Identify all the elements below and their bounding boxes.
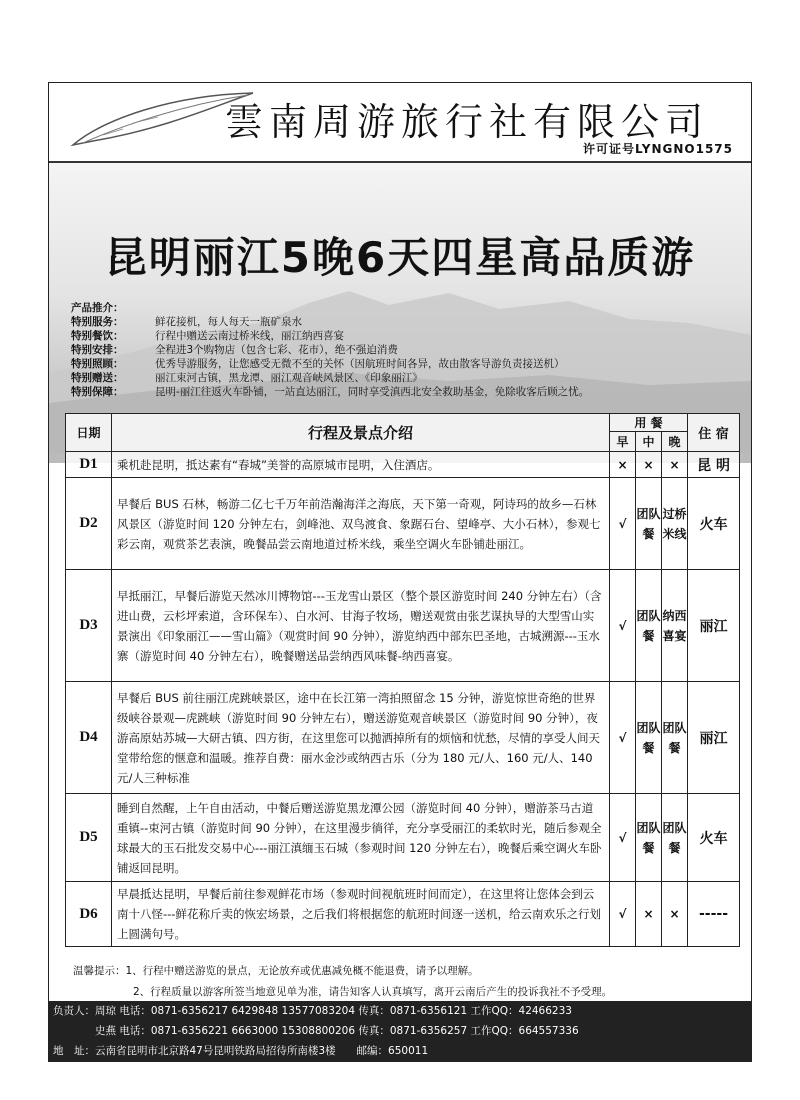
col-stay-header: 住 宿 (688, 414, 740, 452)
intro-item: 特别赠送： 丽江束河古镇，黑龙潭、丽江观音峡风景区、《印象丽江》 (71, 372, 423, 384)
col-itinerary-header: 行程及景点介绍 (112, 414, 610, 452)
license-number: 许可证号LYNGNO1575 (582, 142, 733, 156)
contact-footer (49, 1001, 751, 1061)
intro-item: 特别安排： 全程进3个购物店（包含七彩、花市），绝不强迫消费 (71, 344, 398, 356)
col-dinner-header: 晚 (662, 432, 688, 452)
col-date-header: 日期 (66, 414, 112, 452)
note-line: 温馨提示：1、行程中赠送游览的景点，无论放弃或优惠减免概不能退费，请予以理解。 (73, 965, 479, 977)
itinerary-table (65, 413, 740, 947)
col-meals-header: 用 餐 (610, 414, 688, 432)
intro-item: 特别保障： 昆明-丽江往返火车卧铺，一站直达丽江，同时享受滇西北安全救助基金，免除收客后顾之忧。 (71, 386, 590, 398)
table-row: D3 早抵丽江，早餐后游览天然冰川博物馆---玉龙雪山景区（整个景区游览时间 240 分钟左右）（含进山费，云杉坪索道，含环保车）、白水河、甘海子牧场，赠送观赏由张艺谋执导的大型雪山实景演出《印象丽江——雪山篇》（观赏时间 90 分钟），游览纳西中部东巴圣地，古城溯源---玉水寨（游览时间 40 分钟左右），晚餐赠送品尝纳西风味餐-纳西喜宴。 √ 团队餐 纳西喜宴 丽江 (66, 570, 740, 682)
contact-line-1: 负责人：周琼 电话：0871-6356217 6429848 13577083204 传真：0871-6356121 工作QQ：42466233 (53, 1005, 572, 1017)
table-row: D2 早餐后 BUS 石林，畅游二亿七千万年前浩瀚海洋之海底，天下第一奇观，阿诗玛的故乡—石林风景区（游览时间 120 分钟左右，剑峰池、双鸟渡食、象踞石台、望峰亭、大小石林），参观七彩云南，观赏茶艺表演，晚餐品尝云南地道过桥米线，乘坐空调火车卧铺赴丽江。 √ 团队餐 过桥米线 火车 (66, 478, 740, 570)
table-row: D6 早晨抵达昆明，早餐后前往参观鲜花市场（参观时间视航班时间而定），在这里将让您体会到云南十八怪---鲜花称斤卖的恢宏场景，之后我们将根据您的航班时间逐一送机，给云南欢乐之行划上圆满句号。 √ × × ----- (66, 882, 740, 947)
intro-title: 产品推介： (71, 302, 124, 314)
reminder-notes (73, 961, 743, 1003)
intro-item: 特别服务： 鲜花接机，每人每天一瓶矿泉水 (71, 316, 302, 328)
table-row: D4 早餐后 BUS 前往丽江虎跳峡景区，途中在长江第一湾拍照留念 15 分钟，游览惊世奇绝的世界级峡谷景观—虎跳峡（游览时间 90 分钟左右），赠送游览观音峡景区（游览时间 90 分钟），夜游高原姑苏城—大研古镇、四方街，在这里您可以抛洒掉所有的烦恼和忧愁，尽情的享受人间天堂带给您的惬意和温暖。推荐自费：丽水金沙或纳西古乐（分为 180 元/人、160 元/人、140 元/人三种标准 √ 团队餐 团队餐 丽江 (66, 682, 740, 794)
table-row: D5 睡到自然醒，上午自由活动，中餐后赠送游览黑龙潭公园（游览时间 40 分钟），赠游茶马古道重镇--束河古镇（游览时间 90 分钟），在这里漫步徜徉，充分享受丽江的柔软时光，随后参观全球最大的玉石批发交易中心---丽江滇缅玉石城（参观时间 120 分钟左右），晚餐后乘空调火车卧铺返回昆明。 √ 团队餐 团队餐 火车 (66, 794, 740, 882)
tour-title: 昆明丽江5晚6天四星高品质游 (104, 233, 696, 282)
address-line: 地 址：云南省昆明市北京路47号昆明铁路局招待所南楼3楼 邮编：650011 (53, 1045, 429, 1057)
contact-line-2: 史燕 电话：0871-6356221 6663000 15308800206 传真：0871-6356257 工作QQ：664557336 (95, 1025, 579, 1037)
table-row: D1 乘机赴昆明，抵达素有“春城”美誉的高原城市昆明，入住酒店。 × × × 昆 明 (66, 452, 740, 478)
product-intro (71, 301, 741, 399)
flyer (48, 82, 752, 1062)
company-name: 雲南周游旅行社有限公司 (225, 100, 710, 144)
intro-title-row (71, 301, 741, 315)
col-lunch-header: 中 (636, 432, 662, 452)
intro-item: 特别照顾： 优秀导游服务，让您感受无微不至的关怀（因航班时间各异，故由散客导游负责接送机） (71, 358, 565, 370)
note-line: 2、行程质量以游客所签当地意见单为准，请告知客人认真填写，离开云南后产生的投诉我社不予受理。 (133, 986, 613, 998)
intro-item: 特别餐饮： 行程中赠送云南过桥米线，丽江纳西喜宴 (71, 330, 344, 342)
company-header (49, 83, 751, 163)
col-breakfast-header: 早 (610, 432, 636, 452)
